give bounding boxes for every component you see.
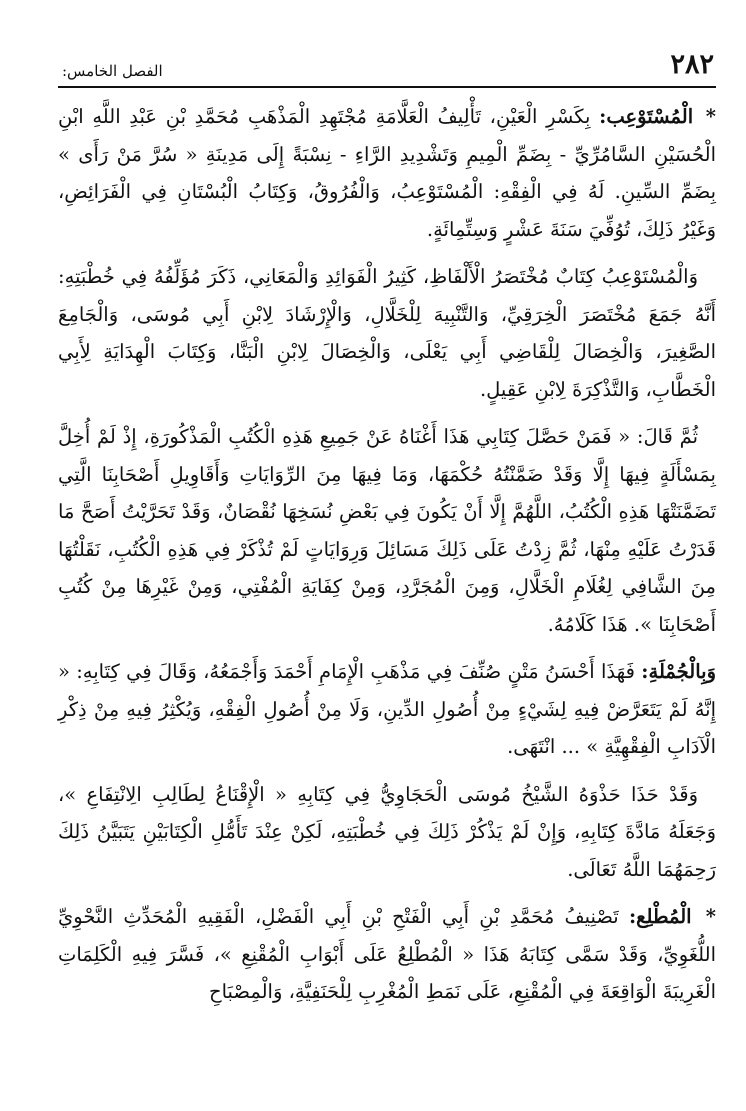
paragraph-hajjawi: وَقَدْ حَذَا حَذْوَهُ الشَّيْخُ مُوسَى الْحَجَاوِيُّ فِي كِتَابِهِ « الْإِقْنَاعُ لِطَالِبِ الِانْتِفَاعِ »، وَجَعَلَهُ مَادَّةَ كِتَابِهِ، وَإِنْ لَمْ يَذْكُرْ ذَلِكَ فِي خُطْبَتِهِ، لَكِنْ عِنْدَ تَأَمُّلِ الْكِتَابَيْنِ يَتَبَيَّنُ ذَلِكَ رَحِمَهُمَا اللَّهُ تَعَالَى. [58, 782, 716, 881]
entry-term: الْمُطْلِع: [628, 905, 692, 928]
book-page [58, 48, 716, 1021]
page-header [58, 48, 716, 88]
entry-text: تَصْنِيفُ مُحَمَّدِ بْنِ أَبِي الْفَتْحِ بْنِ أَبِي الْفَضْلِ، الْفَقِيهِ الْمُحَدِّثِ النَّحْوِيِّ اللُّغَوِيِّ، وَقَدْ سَمَّى كِتَابَهُ هَذَا « الْمُطْلِعُ عَلَى أَبْوَابِ الْمُقْنِعِ »، فَسَّرَ فِيهِ الْكَلِمَاتِ الْغَرِيبَةَ الْوَاقِعَةَ فِي الْمُقْنِعِ، عَلَى نَمَطِ الْمُغْرِبِ لِلْحَنَفِيَّةِ، وَالْمِصْبَاحِ [58, 905, 716, 1003]
paragraph-in-summary [58, 653, 716, 766]
page-number: ٢٨٢ [670, 49, 714, 80]
entry-text: بِكَسْرِ الْعَيْنِ، تَأْلِيفُ الْعَلَّامَةِ مُجْتَهِدِ الْمَذْهَبِ مُحَمَّدِ بْنِ عَبْدِ اللَّهِ ابْنِ الْحُسَيْنِ السَّامُرِّيِّ - بِضَمِّ الْمِيمِ وَتَشْدِيدِ الرَّاءِ - نِسْبَةً إِلَى مَدِينَةِ « سُرَّ مَنْ رَأَى » بِضَمِّ السِّينِ. لَهُ فِي الْفِقْهِ: الْمُسْتَوْعِبُ، وَالْفُرُوقُ، وَكِتَابُ الْبُسْتَانِ فِي الْفَرَائِضِ، وَغَيْرُ ذَلِكَ، تُوُفِّيَ سَنَةَ عَشْرٍ وَسِتِّمِائَةٍ. [58, 105, 716, 241]
bullet-marker: * [705, 105, 716, 128]
paragraph-mustaweb-description: وَالْمُسْتَوْعِبُ كِتَابٌ مُخْتَصَرُ الْأَلْفَاظِ، كَثِيرُ الْفَوَائِدِ وَالْمَعَانِي، ذَكَرَ مُؤَلِّفُهُ فِي خُطْبَتِهِ: أَنَّهُ جَمَعَ مُخْتَصَرَ الْخِرَقِيِّ، وَالتَّنْبِيهَ لِلْخَلَّالِ، وَالْإِرْشَادَ لِابْنِ أَبِي مُوسَى، وَالْجَامِعَ الصَّغِيرَ، وَالْخِصَالَ لِلْقَاضِي أَبِي يَعْلَى، وَالْخِصَالَ لِابْنِ الْبَنَّا، وَكِتَابَ الْهِدَايَةِ لِأَبِي الْخَطَّابِ، وَالتَّذْكِرَةَ لِابْنِ عَقِيلٍ. [58, 265, 716, 401]
bullet-marker: * [705, 905, 716, 928]
paragraph-author-quote: ثُمَّ قَالَ: « فَمَنْ حَصَّلَ كِتَابِي هَذَا أَغْنَاهُ عَنْ جَمِيعِ هَذِهِ الْكُتُبِ الْمَذْكُورَةِ، إِذْ لَمْ أُخِلَّ بِمَسْأَلَةٍ فِيهَا إِلَّا وَقَدْ ضَمَّنْتُهُ حُكْمَهَا، وَمَا فِيهَا مِنَ الرِّوَايَاتِ وَأَقَاوِيلِ أَصْحَابِنَا الَّتِي تَضَمَّنَتْهَا هَذِهِ الْكُتُبُ، اللَّهُمَّ إِلَّا أَنْ يَكُونَ فِي بَعْضِ نُسَخِهَا نُقْصَانٌ، وَقَدْ تَحَرَّيْتُ أَصَحَّ مَا قَدَرْتُ عَلَيْهِ مِنْهَا، ثُمَّ زِدْتُ عَلَى ذَلِكَ مَسَائِلَ وَرِوَايَاتٍ لَمْ تُذْكَرْ فِي هَذِهِ الْكُتُبِ، نَقَلْتُهَا مِنَ الشَّافِي لِغُلَامِ الْخَلَّالِ، وَمِنَ الْمُجَرَّدِ، وَمِنْ كِفَايَةِ الْمُفْتِي، وَمِنْ غَيْرِهَا مِنْ كُتُبِ أَصْحَابِنَا ». هَذَا كَلَامُهُ. [58, 425, 716, 636]
summary-term: وَبِالْجُمْلَةِ: [641, 660, 716, 683]
entry-mutli [58, 898, 716, 1011]
summary-text: فَهَذَا أَحْسَنُ مَتْنٍ صُنِّفَ فِي مَذْهَبِ الْإِمَامِ أَحْمَدَ وَأَجْمَعُهُ، وَقَالَ فِي كِتَابِهِ: « إِنَّهُ لَمْ يَتَعَرَّضْ فِيهِ لِشَيْءٍ مِنْ أُصُولِ الدِّينِ، وَلَا مِنْ أُصُولِ الْفِقْهِ، وَيُكْثِرُ فِيهِ مِنْ ذِكْرِ الْآدَابِ الْفِقْهِيَّةِ » ... انْتَهَى. [58, 660, 716, 758]
page-content [58, 98, 716, 1011]
entry-term: الْمُسْتَوْعِب: [599, 105, 694, 128]
entry-mustaweb [58, 98, 716, 248]
chapter-title: الفصل الخامس: [62, 62, 163, 80]
